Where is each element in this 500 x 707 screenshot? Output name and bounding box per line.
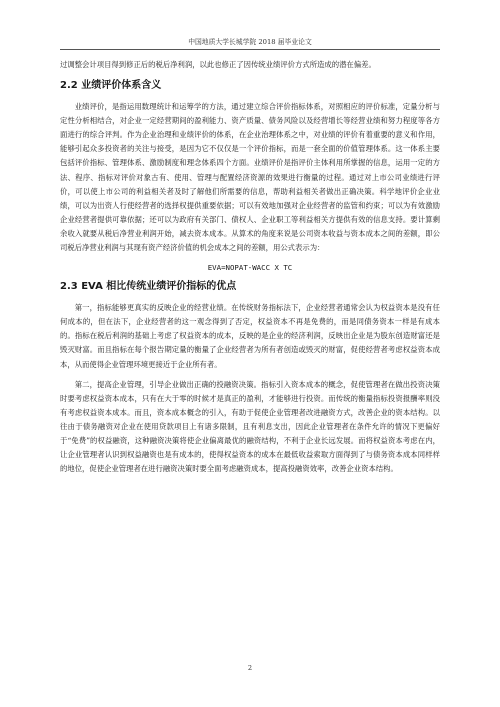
paragraph-performance-evaluation: 业绩评价，是指运用数理统计和运筹学的方法，通过建立综合评价指标体系，对照相应的评价标准，定量分析与定性分析相结合，对企业一定经营期间的盈利能力、资产质量、债务风险以及经营增长等经营业绩和努力程度等各方面进行的综合评判。作为企业治理和业绩评价的体系，在企业治理体系之中，对业绩的评价有着重要的意义和作用，能够引起众多投资者的关注与接受，是因为它不仅仅是一个评价指标，而是一套全面的价值管理体系。这一体系主要包括评价指标、管理体系、激励制度和理念体系四个方面。业绩评价是指评价主体利用所掌握的信息，运用一定的方法、程序、指标对评价对象古有、使用、管理与配置经济资源的效果进行衡量的过程。通过对上市公司业绩进行评价，可以使上市公司的利益相关者及时了解他们所需要的信息，帮助利益相关者做出正确决策。科学地评价企业业绩，可以为出资人行使经营者的选择权提供重要依据；可以有效地加强对企业经营者的监管和约束；可以为有效激励企业经营者提供可靠依据；还可以为政府有关部门、债权人、企业职工等利益相关方提供有效的信息支持。要计算剩余收入就要从税后净营业利润开始，减去资本成本。从算术的角度来说是公司资本收益与资本成本之间的差额，即公司税后净营业利润与其现有资产经济价值的机会成本之间的差额，用公式表示为： (60, 102, 440, 253)
section-heading-2-3: 2.3 EVA 相比传统业绩评价指标的优点 (60, 281, 237, 293)
paragraph-advantage-2: 第二，提高企业管理，引导企业做出正确的投融资决策。指标引入资本成本的概念，促使管理者在做出投资决策时要考虑权益资本成本，只有在大于零的时候才是真正的盈利，才能够进行投资。而传统的衡量指标投资报酬率则没有考虑权益资本成本。而且，资本成本概念的引入，有助于促使企业管理者改进融资方式，改善企业的资本结构。以往由于债务融资对企业在使用贷款项目上有诸多限制，且有利息支出，因此企业管理者在条件允许的情况下更偏好于“免费”的权益融资，这种融资决策将使企业偏离最优的融资结构，不利于企业长远发展。而将权益资本考虑在内，让企业管理者认识到权益融资也是有成本的，使得权益资本的成本在最低收益索取方面得到了与债务资本成本同样样的地位，促使企业管理者在进行融资决策时要全面考虑融资成本，提高投融资效率，改善企业资本结构。 (60, 379, 440, 474)
eva-formula: EVA=NOPAT-WACC X TC (207, 263, 293, 273)
running-header: 中国地质大学长城学院 2018 届毕业论文 (60, 38, 440, 50)
continued-paragraph: 过调整会计项目得到修正后的税后净利润，以此也修正了因传统业绩评价方式所造成的潜在偏差。 (60, 60, 376, 69)
section-heading-2-2: 2.2 业绩评价体系含义 (60, 80, 162, 92)
paragraph-advantage-1: 第一，指标能够更真实的反映企业的经营业绩。在传统财务指标法下，企业经营者通常会认为权益资本是没有任何成本的，但在法下，企业经营者的这一观念得到了否定，权益资本不再是免费的，而是同债务资本一样是有成本的。指标在税后利润的基础上考虑了权益资本的成本，反映的是企业的经济利润，反映出企业是为股东创造财富还是毁灭财富。而且指标在每个报告期定量的衡量了企业经营者为所有者创造或毁灭的财富，促使经营者考虑权益资本成本，从而使得企业管理环境更接近于企业所有者。 (60, 303, 440, 369)
page-body (60, 58, 440, 476)
page-number: 2 (247, 664, 253, 672)
